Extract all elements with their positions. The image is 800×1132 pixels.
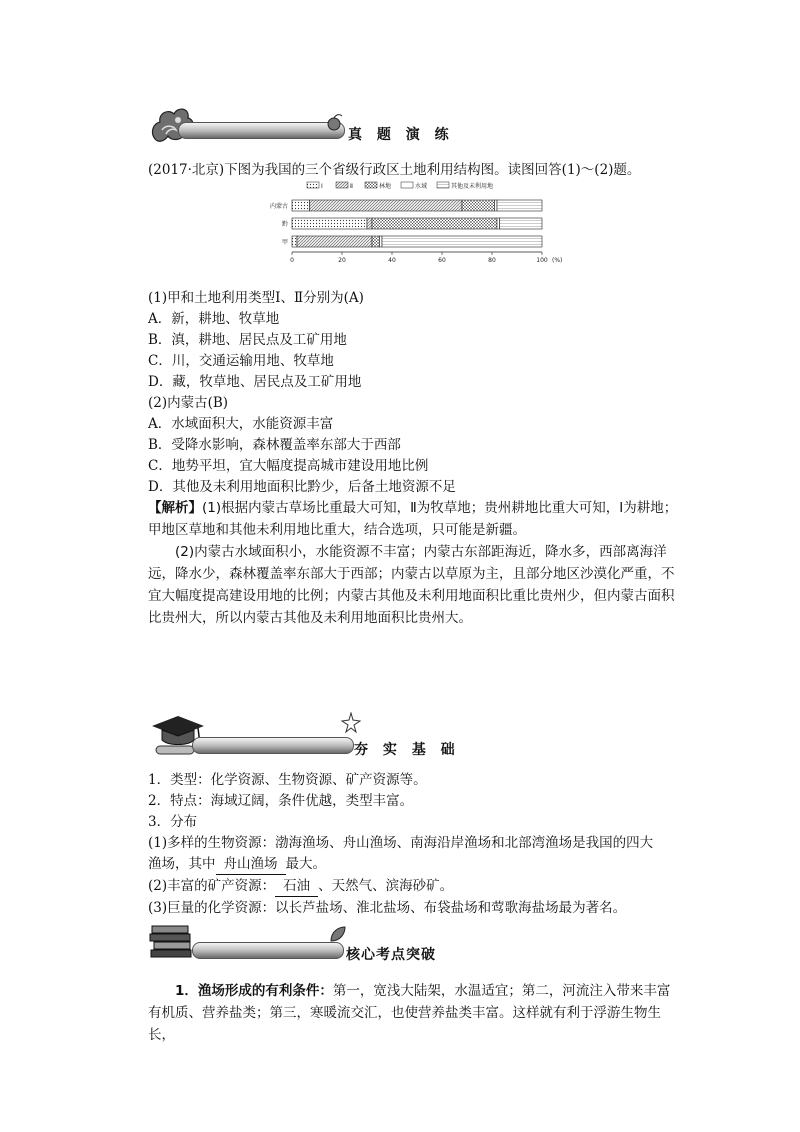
star-sparkle-icon <box>340 712 362 734</box>
bar-segment <box>372 218 497 229</box>
section-header-bar <box>178 122 345 139</box>
bar-segment <box>462 200 495 211</box>
bar-segment <box>292 200 310 211</box>
x-tick-label: 80 <box>488 257 496 264</box>
section-header-hangshi <box>148 712 508 762</box>
x-tick-label: 20 <box>338 257 346 264</box>
core-point-lead: 1．渔场形成的有利条件： <box>175 983 333 999</box>
legend-label: 其他及未利用地 <box>451 183 494 190</box>
fruit-decoration-icon <box>324 112 346 134</box>
chemical-resources-line: (3)巨量的化学资源：以长芦盐场、淮北盐场、布袋盐场和莺歌海盐场最为著名。 <box>148 900 627 916</box>
bar-segment <box>310 200 463 211</box>
question-2-option-d: D．其他及未利用地面积比黔少，后备土地资源不足 <box>148 479 456 495</box>
bio-resources-line-2: 渔场，其中 舟山渔场 最大。 <box>148 854 326 875</box>
category-label: 甲 <box>281 239 288 246</box>
legend-swatch <box>336 182 348 188</box>
bar-segment <box>297 236 372 247</box>
section-header-bar <box>192 942 344 959</box>
section-title: 夯 实 基 础 <box>354 742 460 758</box>
bar-segment <box>497 218 500 229</box>
question-2-option-a: A．水域面积大，水能资源丰富 <box>148 416 334 432</box>
section-header-hexin <box>148 920 508 970</box>
question-intro-text: 下图为我国的三个省级行政区土地利用结构图。读图回答(1)～(2)题。 <box>224 162 641 178</box>
land-use-chart <box>252 180 572 270</box>
blank-answer-oil: 石油 <box>275 876 318 897</box>
bar-segment <box>292 218 367 229</box>
question-intro <box>148 160 640 180</box>
legend-swatch <box>437 182 449 188</box>
question-2-option-b: B．受降水影响，森林覆盖率东部大于西部 <box>148 437 401 453</box>
leaf-sparkle-icon <box>328 924 348 944</box>
question-2-stem: (2)内蒙古(B) <box>148 395 229 411</box>
legend-label: Ⅱ <box>350 183 353 190</box>
category-label: 内蒙古 <box>269 203 288 210</box>
section-header-bar <box>192 737 354 754</box>
bar-segment <box>380 236 383 247</box>
books-icon <box>148 920 198 964</box>
legend-swatch <box>401 182 413 188</box>
legend-label: Ⅰ <box>321 183 323 190</box>
bar-segment <box>497 200 542 211</box>
legend-label: 水域 <box>415 183 428 190</box>
legend-swatch <box>365 182 377 188</box>
x-tick-label: 0 <box>290 257 294 264</box>
question-2-option-c: C．地势平坦，宜大幅度提高城市建设用地比例 <box>148 458 429 474</box>
analysis-paragraph-1 <box>148 497 678 541</box>
blank-answer-zhoushan: 舟山渔场 <box>216 854 286 875</box>
bar-segment <box>292 236 297 247</box>
basics-item-type: 1．类型：化学资源、生物资源、矿产资源等。 <box>148 772 427 788</box>
core-point-1 <box>148 980 678 1046</box>
question-1-stem: (1)甲和土地利用类型Ⅰ、Ⅱ分别为(A) <box>148 290 364 306</box>
bar-segment <box>367 218 372 229</box>
question-1-option-c: C．川，交通运输用地、牧草地 <box>148 353 334 369</box>
question-1-option-a: A．新，耕地、牧草地 <box>148 311 280 327</box>
bio-resources-line-1: (1)多样的生物资源：渤海渔场、舟山渔场、南海沿岸渔场和北部湾渔场是我国的四大 <box>148 835 654 851</box>
x-tick-label: 60 <box>438 257 446 264</box>
question-1-option-d: D．藏，牧草地、居民点及工矿用地 <box>148 374 362 390</box>
section-title: 核心考点突破 <box>346 947 436 963</box>
analysis-tag: 【解析】 <box>148 500 202 516</box>
mineral-resources-line: (2)丰富的矿产资源： 石油 、天然气、滨海砂矿。 <box>148 876 453 897</box>
analysis-paragraph-2: (2)内蒙古水域面积小，水能资源不丰富；内蒙古东部距海近，降水多，西部离海洋远，降水少，森林覆盖率东部大于西部；内蒙古以草原为主，且部分地区沙漠化严重，不宜大幅度提高建设用地的比例；内蒙古其他及未利用地面积比重比贵州少，但内蒙古面积比贵州大，所以内蒙古其他及未利用地面积比贵州大。 <box>148 544 675 626</box>
x-unit-label: (%) <box>552 257 563 264</box>
x-tick-label: 40 <box>388 257 396 264</box>
basics-item-feature: 2．特点：海域辽阔，条件优越，类型丰富。 <box>148 793 414 809</box>
bar-segment <box>500 218 543 229</box>
core-point-text: 第一，宽浅大陆架，水温适宜；第二，河流注入带来丰富有机质、营养盐类；第三，寒暖流交汇，也使营养盐类丰富。这样就有利于浮游生物生长， <box>148 983 671 1043</box>
analysis-text-1: (1)根据内蒙古草场比重最大可知，Ⅱ为牧草地；贵州耕地比重大可知，Ⅰ为耕地；甲地区草地和其他未利用地比重大，结合选项，只可能是新疆。 <box>148 500 678 538</box>
bar-segment <box>495 200 498 211</box>
bar-segment <box>372 236 380 247</box>
legend-label: 林地 <box>379 183 392 190</box>
section-title: 真 题 演 练 <box>348 127 454 143</box>
category-label: 黔 <box>281 221 288 228</box>
basics-item-distribution: 3．分布 <box>148 814 198 830</box>
legend-swatch <box>307 182 319 188</box>
section-header-zhenti <box>148 100 508 150</box>
x-tick-label: 100 <box>536 257 548 264</box>
question-1-option-b: B．滇，耕地、居民点及工矿用地 <box>148 332 347 348</box>
bar-segment <box>382 236 542 247</box>
question-source: (2017·北京) <box>148 162 225 178</box>
